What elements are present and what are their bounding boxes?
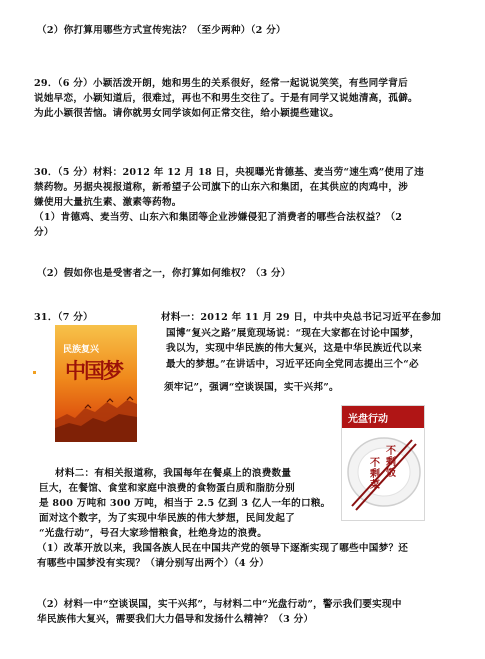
material2-line-3: 是 800 万吨和 300 万吨，相当于 2.5 亿到 3 亿人一年的口粮。 <box>39 498 331 509</box>
q31-sub2-line-2: 华民族伟大复兴，需要我们大力倡导和发扬什么精神？（3 分） <box>37 614 314 625</box>
q31-sub1 <box>37 541 408 571</box>
plate-char-6: 菜 <box>370 480 380 491</box>
q31-sub1-line-2: 有哪些中国梦没有实现？（请分别写出两个）（4 分） <box>37 558 270 569</box>
q31-material2 <box>39 466 331 541</box>
q29-line-2: 说她早恋，小颖知道后，很难过，再也不和男生交往了。于是有同学又说她清高，孤僻。 <box>34 93 418 104</box>
plate-char-4: 不 <box>370 458 380 469</box>
material1-line-5: 须牢记”，强调“空谈误国，实干兴邦”。 <box>164 382 339 393</box>
material1-line-3: 我以为，实现中华民族的伟大复兴，这是中华民族近代以来 <box>166 343 422 354</box>
q30-block <box>34 165 424 240</box>
q30-sub1-line-1: （1）肯德鸡、麦当劳、山东六和集团等企业涉嫌侵犯了消费者的哪些合法权益？（2 <box>34 212 403 223</box>
q30-line-2: 禁药物。另据央视报道称，新希望子公司旗下的山东六和集团，在其供应的肉鸡中，涉 <box>34 182 409 193</box>
poster2-title: 光盘行动 <box>348 414 388 425</box>
q30-line-1: 材料：2012 年 12 月 18 日，央视曝光肯德基、麦当劳“速生鸡”使用了违 <box>92 167 424 178</box>
great-wall-illustration <box>55 390 137 442</box>
q31-material1 <box>161 310 441 372</box>
plate-illustration <box>342 426 425 521</box>
plate-char-3: 饭 <box>386 468 396 479</box>
q28-sub2: （2）你打算用哪些方式宣传宪法？（至少两种）（2 分） <box>37 25 286 36</box>
q31-sub2-line-1: （2）材料一中“空谈误国，实干兴邦”，与材料二中“光盘行动”，警示我们要实现中 <box>37 599 402 610</box>
material1-line-1: 材料一：2012 年 11 月 29 日，中共中央总书记习近平在参加 <box>161 312 442 323</box>
plate-text-right <box>386 446 396 479</box>
material2-line-2: 巨大，在餐馆、食堂和家庭中浪费的食物蛋白质和脂肪分别 <box>39 483 295 494</box>
china-dream-poster <box>55 325 137 442</box>
q31-sub1-line-1: （1）改革开放以来，我国各族人民在中国共产党的领导下逐渐实现了哪些中国梦？还 <box>37 543 409 554</box>
plate-text-left <box>370 458 380 491</box>
q30-line-3: 嫌使用大量抗生素、激素等药物。 <box>34 197 182 208</box>
q31-number: 31．（7 分） <box>34 312 93 323</box>
q31-sub2 <box>37 597 402 627</box>
material2-line-4: 面对这个数字，为了实现中华民族的伟大梦想，民间发起了 <box>39 513 295 524</box>
material2-line-1: 材料二：有相关报道称，我国每年在餐桌上的浪费数量 <box>55 468 292 479</box>
plate-char-1: 不 <box>386 446 396 457</box>
material1-line-4: 最大的梦想。”在讲话中，习近平还向全党同志提出三个“必 <box>166 358 419 370</box>
q29-line-3: 为此小颖很苦恼。请你就男女同学该如何正常交往，给小颖提些建议。 <box>34 108 340 119</box>
q29-block <box>34 76 418 121</box>
poster1-title: 民族复兴 <box>63 345 100 355</box>
material1-line-2: 国博“复兴之路”展览现场说：“现在大家都在讨论中国梦， <box>166 327 420 339</box>
clean-plate-poster <box>341 405 425 521</box>
q30-sub2: （2）假如你也是受害者之一，你打算如何维权？（3 分） <box>37 268 291 279</box>
q30-number: 30．（5 分） <box>34 167 93 178</box>
poster1-big-text: 中国梦 <box>65 358 122 383</box>
q30-sub1-line-2: 分） <box>34 227 54 238</box>
plate-char-2: 剩 <box>386 457 396 468</box>
q29-number: 29．（6 分） <box>34 78 93 89</box>
plate-char-5: 剩 <box>370 469 380 480</box>
q29-line-1: 小颖活泼开朗，她和男生的关系很好，经常一起说说笑笑，有些同学背后 <box>92 78 408 89</box>
bullet-mark <box>33 371 36 374</box>
material2-line-5: “光盘行动”，号召大家珍惜粮食，杜绝身边的浪费。 <box>39 528 268 539</box>
